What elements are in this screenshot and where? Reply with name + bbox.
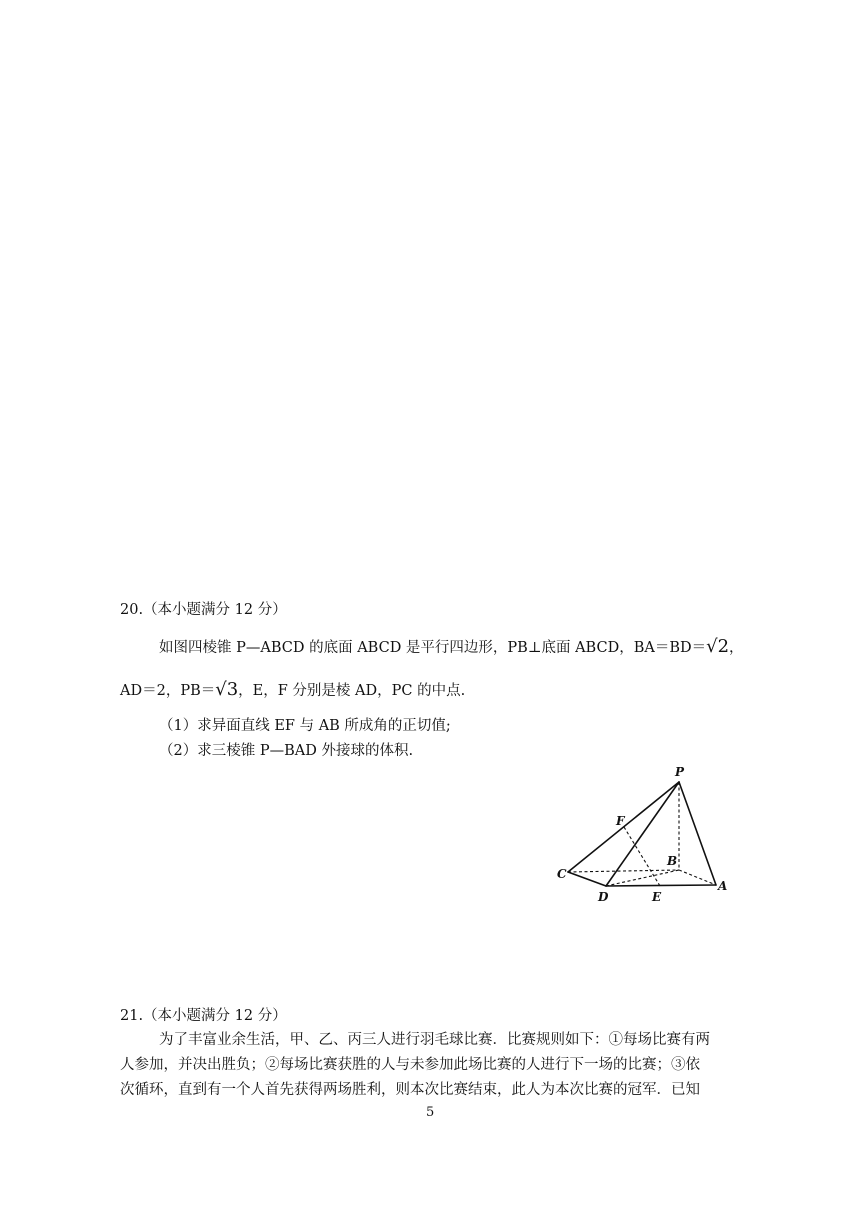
q20-line1 <box>159 637 744 658</box>
q21-line1: 为了丰富业余生活，甲、乙、丙三人进行羽毛球比赛．比赛规则如下：①每场比赛有两 <box>159 1032 710 1048</box>
pyramid-figure <box>548 760 738 910</box>
q21-line3: 次循环，直到有一个人首先获得两场胜利，则本次比赛结束，此人为本次比赛的冠军．已知 <box>120 1082 700 1098</box>
q20-line2-post: ，E，F 分别是棱 AD，PC 的中点. <box>238 683 466 699</box>
q21-line2: 人参加，并决出胜负；②每场比赛获胜的人与未参加此场比赛的人进行下一场的比赛；③依 <box>120 1057 700 1073</box>
q20-header: 20.（本小题满分 12 分） <box>120 602 287 618</box>
edge-PA <box>679 782 716 885</box>
q20-item-1: （1）求异面直线 EF 与 AB 所成角的正切值; <box>159 718 451 734</box>
sqrt-2: √2 <box>706 636 730 657</box>
edge-DA <box>606 885 716 886</box>
label-A: A <box>718 879 728 893</box>
label-D: D <box>598 890 609 904</box>
sqrt-3: √3 <box>215 679 239 700</box>
edge-CB <box>568 870 679 872</box>
edge-BD <box>606 870 679 886</box>
q20-line1-text: 如图四棱锥 P—ABCD 的底面 ABCD 是平行四边形，PB⊥底面 ABCD，BA＝BD＝ <box>159 640 707 656</box>
q20-line2-pre: AD＝2，PB＝ <box>120 683 216 699</box>
label-F: F <box>616 814 625 828</box>
label-B: B <box>667 854 678 868</box>
label-P: P <box>675 765 685 779</box>
page-number: 5 <box>426 1105 435 1120</box>
label-C: C <box>557 867 567 881</box>
edge-CD <box>568 872 606 886</box>
q20-line1-end: ， <box>729 640 744 656</box>
q20-item-2: （2）求三棱锥 P—BAD 外接球的体积. <box>159 743 414 759</box>
q20-line2 <box>120 680 465 701</box>
label-E: E <box>652 890 662 904</box>
edge-BA <box>679 870 716 885</box>
q21-header: 21.（本小题满分 12 分） <box>120 1008 287 1024</box>
